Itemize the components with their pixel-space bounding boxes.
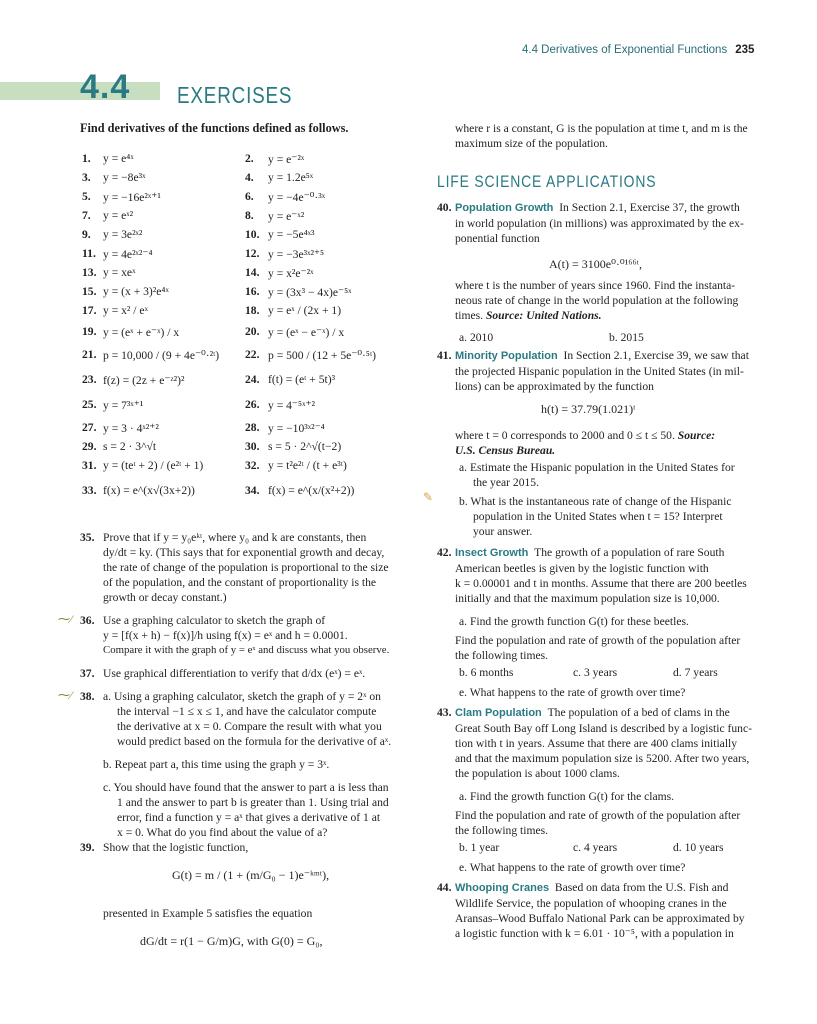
text-line: population in the United States when t = 15? Interpret bbox=[473, 510, 723, 523]
part-c: c. 3 years bbox=[573, 666, 618, 679]
formula: A(t) = 3100e⁰·⁰¹⁶⁶ᵗ, bbox=[549, 257, 642, 271]
text-line: Find the population and rate of growth of the population after bbox=[455, 809, 741, 822]
exercise-number: 38. bbox=[80, 690, 95, 703]
text-line: error, find a function y = aˣ that gives a derivative of 1 at bbox=[117, 811, 381, 824]
exercise-formula: y = −16e²ˣ⁺¹ bbox=[103, 191, 161, 204]
topic-label: Population Growth bbox=[455, 202, 554, 214]
graphing-calculator-icon: ⁓⁄ bbox=[58, 688, 73, 702]
exercise-formula: y = e⁴ˣ bbox=[103, 152, 134, 165]
exercise-number: 34. bbox=[245, 484, 260, 497]
exercise-formula: y = eˣ / (2x + 1) bbox=[268, 304, 342, 317]
text-line: the year 2015. bbox=[473, 476, 539, 489]
text-line: the derivative at x = 0. Compare the result with what you bbox=[117, 720, 382, 733]
exercise-number: 5. bbox=[82, 190, 91, 203]
exercise-number: 31. bbox=[82, 459, 97, 472]
text-line: b. Repeat part a, this time using the graph y = 3ˣ. bbox=[103, 758, 330, 771]
running-header bbox=[522, 44, 754, 56]
part-e: e. What happens to the rate of growth over time? bbox=[459, 861, 686, 874]
page-number: 235 bbox=[735, 44, 755, 56]
text-line: presented in Example 5 satisfies the equation bbox=[103, 907, 313, 920]
text-line: tion with t in years. Assume that there are 400 clams initially bbox=[455, 737, 738, 750]
exercise-formula: y = −4e⁻⁰·³ˣ bbox=[268, 191, 326, 204]
exercise-39-continued bbox=[455, 121, 795, 151]
exercise-number: 18. bbox=[245, 304, 260, 317]
text-line: the projected Hispanic population in the United States (in mil- bbox=[455, 365, 744, 378]
exercise-number: 7. bbox=[82, 209, 91, 222]
text-line: 1 and the answer to part b is greater than 1. Using trial and bbox=[117, 796, 389, 809]
text-line: the interval −1 ≤ x ≤ 1, and have the calculator compute bbox=[117, 705, 377, 718]
section-number: 4.4 bbox=[80, 68, 131, 106]
text-line: where r is a constant, G is the population at time t, and m is the bbox=[455, 122, 748, 135]
text-line: k = 0.00001 and t in months. Assume that there are 200 beetles bbox=[455, 577, 747, 590]
text-line: your answer. bbox=[473, 525, 533, 538]
exercise-number: 36. bbox=[80, 614, 95, 627]
exercise-number: 42. bbox=[437, 546, 452, 559]
instructions: Find derivatives of the functions defined as follows. bbox=[80, 121, 349, 135]
exercise-number: 12. bbox=[245, 247, 260, 260]
exercise-number: 6. bbox=[245, 190, 254, 203]
logistic-formula: G(t) = m / (1 + (m/G₀ − 1)e⁻ᵏᵐᵗ), bbox=[172, 868, 330, 882]
exercise-formula: y = e⁻ˣ² bbox=[268, 210, 305, 223]
text-line: Find the population and rate of growth of the population after bbox=[455, 634, 741, 647]
text-line: Use graphical differentiation to verify that bbox=[103, 667, 299, 680]
part-b: b. 2015 bbox=[609, 331, 644, 344]
exercise-formula: p = 500 / (12 + 5e⁻⁰·⁵ᵗ) bbox=[268, 349, 377, 362]
exercise-number: 14. bbox=[245, 266, 260, 279]
part-b: b. 6 months bbox=[459, 666, 514, 679]
exercise-number: 20. bbox=[245, 325, 260, 338]
exercise-number: 17. bbox=[82, 304, 97, 317]
exercise-number: 40. bbox=[437, 201, 452, 214]
exercise-formula: y = (x + 3)²e⁴ˣ bbox=[103, 285, 169, 298]
text-line: In Section 2.1, Exercise 37, the growth bbox=[559, 201, 740, 214]
exercise-number: 8. bbox=[245, 209, 254, 222]
exercise-number: 26. bbox=[245, 398, 260, 411]
text-line: In Section 2.1, Exercise 39, we saw that bbox=[563, 349, 749, 362]
text-line: The growth of a population of rare South bbox=[534, 546, 725, 559]
exercise-number: 28. bbox=[245, 421, 260, 434]
exercise-number: 43. bbox=[437, 706, 452, 719]
text-line: a. Using a graphing calculator, sketch the graph of y = 2ˣ on bbox=[103, 690, 381, 703]
text-line: Aransas–Wood Buffalo National Park can be approximated by bbox=[455, 912, 745, 925]
text-line: of the population, and the constant of proportionality is the bbox=[103, 576, 377, 589]
exercise-number: 30. bbox=[245, 440, 260, 453]
exercise-formula: s = 5 · 2^√(t−2) bbox=[268, 440, 342, 453]
exercise-number: 44. bbox=[437, 881, 452, 894]
exercise-formula: y = −8e³ˣ bbox=[103, 171, 146, 184]
exercise-formula: f(x) = e^(x/(x²+2)) bbox=[268, 484, 355, 497]
text-line: Show that the logistic function, bbox=[103, 841, 249, 854]
exercise-formula: y = −5e⁴ˣ³ bbox=[268, 228, 315, 241]
exercise-number: 35. bbox=[80, 531, 95, 544]
exercise-number: 39. bbox=[80, 841, 95, 854]
exercise-formula: y = −3e³ˣ²⁺⁵ bbox=[268, 248, 325, 261]
exercise-number: 3. bbox=[82, 171, 91, 184]
exercise-formula: s = 2 · 3^√t bbox=[103, 440, 157, 453]
exercise-formula: y = (eˣ + e⁻ˣ) / x bbox=[103, 326, 180, 339]
exercise-formula: y = t²e²ᵗ / (t + e³ᵗ) bbox=[268, 459, 347, 472]
part-a: a. Find the growth function G(t) for these beetles. bbox=[459, 615, 689, 628]
text-line: lions) can be approximated by the function bbox=[455, 380, 654, 393]
exercise-number: 21. bbox=[82, 348, 97, 361]
text-line: ponential function bbox=[455, 232, 540, 245]
part-a: a. Find the growth function G(t) for the clams. bbox=[459, 790, 675, 803]
text-line: the following times. bbox=[455, 649, 549, 662]
text-line: b. What is the instantaneous rate of change of the Hispanic bbox=[459, 495, 732, 508]
formula: d/dx (eˣ) = eˣ. bbox=[301, 667, 366, 680]
exercise-formula: y = (3x³ − 4x)e⁻⁵ˣ bbox=[268, 286, 352, 299]
exercise-number: 32. bbox=[245, 459, 260, 472]
topic-label: Clam Population bbox=[455, 707, 542, 719]
exercise-formula: y = x²e⁻²ˣ bbox=[268, 267, 314, 280]
exercise-number: 41. bbox=[437, 349, 452, 362]
text-line: y = [f(x + h) − f(x)]/h using f(x) = eˣ and h = 0.0001. bbox=[103, 629, 348, 642]
exercise-formula: f(z) = (2z + e⁻ᶻ²)² bbox=[103, 374, 185, 387]
topic-label: Insect Growth bbox=[455, 547, 529, 559]
exercise-number: 10. bbox=[245, 228, 260, 241]
exercise-formula: y = 1.2e⁵ˣ bbox=[268, 171, 314, 184]
text-line: x = 0. What do you find about the value of a? bbox=[117, 826, 328, 839]
exercise-formula: y = 4⁻⁵ˣ⁺² bbox=[268, 399, 316, 412]
text-line: a logistic function with k = 6.01 · 10⁻⁵, with a population in bbox=[455, 927, 734, 940]
exercise-number: 33. bbox=[82, 484, 97, 497]
text-line: The population of a bed of clams in the bbox=[547, 706, 730, 719]
exercise-formula: y = 7³ˣ⁺¹ bbox=[103, 399, 144, 412]
part-e: e. What happens to the rate of growth over time? bbox=[459, 686, 686, 699]
text-line: and that the maximum population size is 5200. After two years, bbox=[455, 752, 750, 765]
text-line: Compare it with the graph of y = eˣ and discuss what you observe. bbox=[103, 644, 390, 656]
exercise-number: 23. bbox=[82, 373, 97, 386]
exercise-formula: y = 4e²ˣ²⁻⁴ bbox=[103, 248, 153, 261]
source: Source: United Nations. bbox=[485, 309, 602, 322]
exercise-number: 24. bbox=[245, 373, 260, 386]
text-line: in world population (in millions) was approximated by the ex- bbox=[455, 217, 744, 230]
exercise-formula: y = 3e²ˣ² bbox=[103, 228, 143, 241]
text-line: where t is the number of years since 1960. Find the instanta- bbox=[455, 279, 736, 292]
exercise-formula: y = (teᵗ + 2) / (e²ᵗ + 1) bbox=[103, 459, 204, 472]
part-a: a. 2010 bbox=[459, 331, 494, 344]
exercise-number: 22. bbox=[245, 348, 260, 361]
exercise-formula: p = 10,000 / (9 + 4e⁻⁰·²ᵗ) bbox=[103, 349, 220, 362]
section-header: 4.4 Derivatives of Exponential Functions bbox=[522, 44, 728, 56]
text-line: Prove that if y = y₀eᵏᵗ, where y₀ and k are constants, then bbox=[103, 531, 367, 544]
text-line: Based on data from the U.S. Fish and bbox=[554, 881, 729, 894]
topic-label: Whooping Cranes bbox=[455, 882, 550, 894]
pencil-icon: ✎ bbox=[423, 490, 434, 504]
source: U.S. Census Bureau. bbox=[455, 444, 556, 457]
text-line: Great South Bay off Long Island is described by a logistic func- bbox=[455, 722, 752, 735]
source: Source: bbox=[677, 429, 716, 442]
exercise-formula: y = −10³ˣ²⁻⁴ bbox=[268, 422, 325, 435]
section-heading: LIFE SCIENCE APPLICATIONS bbox=[437, 172, 657, 191]
exercise-formula: f(t) = (eᵗ + 5t)³ bbox=[268, 373, 336, 386]
graphing-calculator-icon: ⁓⁄ bbox=[58, 612, 73, 626]
exercise-number: 37. bbox=[80, 667, 95, 680]
exercises-title: EXERCISES bbox=[177, 82, 293, 108]
exercise-number: 27. bbox=[82, 421, 97, 434]
exercise-number: 29. bbox=[82, 440, 97, 453]
text-line: Use a graphing calculator to sketch the graph of bbox=[103, 614, 326, 627]
exercise-number: 9. bbox=[82, 228, 91, 241]
exercise-number: 25. bbox=[82, 398, 97, 411]
exercise-formula: f(x) = e^(x√(3x+2)) bbox=[103, 484, 195, 497]
exercise-number: 19. bbox=[82, 325, 97, 338]
differential-equation: dG/dt = r(1 − G/m)G, with G(0) = G₀, bbox=[140, 934, 323, 948]
text-line: dy/dt = ky. (This says that for exponential growth and decay, bbox=[103, 546, 385, 559]
part-b: b. 1 year bbox=[459, 841, 500, 854]
exercise-formula: y = (eˣ − e⁻ˣ) / x bbox=[268, 326, 345, 339]
exercise-number: 16. bbox=[245, 285, 260, 298]
text-line: the following times. bbox=[455, 824, 549, 837]
text-line: times. bbox=[455, 309, 484, 322]
exercise-number: 1. bbox=[82, 152, 91, 165]
exercise-formula: y = xeˣ bbox=[103, 266, 136, 279]
exercise-formula: y = 3 · 4ˣ²⁺² bbox=[103, 422, 159, 435]
text-line: neous rate of change in the world population at the following bbox=[455, 294, 739, 307]
text-line: would predict based on the formula for the derivative of aˣ. bbox=[117, 735, 392, 748]
exercise-number: 13. bbox=[82, 266, 97, 279]
text-line: growth or decay constant.) bbox=[103, 591, 227, 604]
exercise-number: 15. bbox=[82, 285, 97, 298]
exercise-number: 2. bbox=[245, 152, 254, 165]
text-line: c. You should have found that the answer to part a is less than bbox=[103, 781, 389, 794]
part-d: d. 7 years bbox=[673, 666, 718, 679]
part-c: c. 4 years bbox=[573, 841, 618, 854]
text-line: where t = 0 corresponds to 2000 and 0 ≤ t ≤ 50. bbox=[455, 429, 675, 442]
text-line: a. Estimate the Hispanic population in the United States for bbox=[459, 461, 735, 474]
topic-label: Minority Population bbox=[455, 350, 558, 362]
part-d: d. 10 years bbox=[673, 841, 724, 854]
exercise-formula: y = eˣ² bbox=[103, 209, 134, 222]
text-line: the rate of change of the population is proportional to the size bbox=[103, 561, 389, 574]
text-line: initially and that the maximum population size is 10,000. bbox=[455, 592, 720, 605]
text-line: American beetles is given by the logistic function with bbox=[455, 562, 709, 575]
exercise-formula: y = x² / eˣ bbox=[103, 304, 148, 317]
text-line: Wildlife Service, the population of whooping cranes in the bbox=[455, 897, 727, 910]
exercise-number: 11. bbox=[82, 247, 96, 260]
text-line: the population is about 1000 clams. bbox=[455, 767, 620, 780]
text-line: maximum size of the population. bbox=[455, 137, 608, 150]
formula: h(t) = 37.79(1.021)ᵗ bbox=[541, 402, 636, 416]
exercise-number: 4. bbox=[245, 171, 254, 184]
exercise-formula: y = e⁻²ˣ bbox=[268, 153, 305, 166]
